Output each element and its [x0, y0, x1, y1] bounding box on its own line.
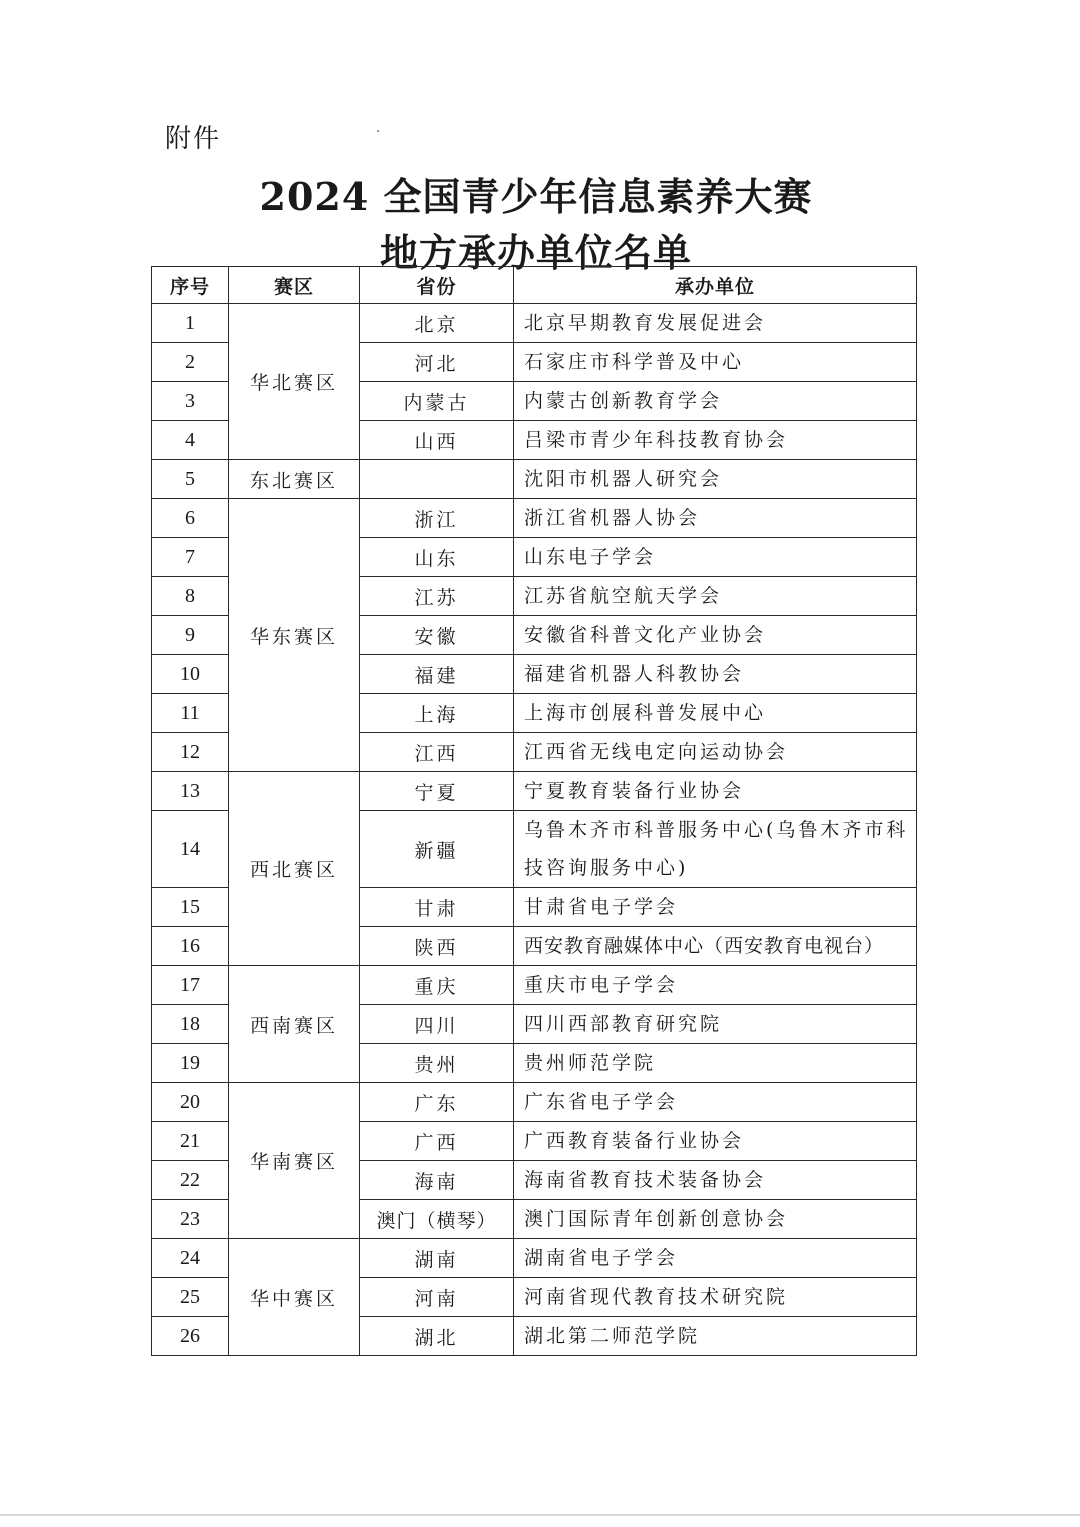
organizer-table	[151, 266, 917, 1356]
organizer-cell: 江西省无线电定向运动协会	[514, 733, 917, 772]
organizer-cell: 乌鲁木齐市科普服务中心(乌鲁木齐市科技咨询服务中心)	[514, 811, 917, 888]
organizer-cell: 湖北第二师范学院	[514, 1317, 917, 1356]
scan-edge-line	[0, 1514, 1080, 1516]
organizer-cell: 石家庄市科学普及中心	[514, 343, 917, 382]
organizer-cell: 贵州师范学院	[514, 1044, 917, 1083]
table-row	[152, 966, 917, 1005]
organizer-cell: 上海市创展科普发展中心	[514, 694, 917, 733]
province-cell: 海南	[360, 1161, 514, 1200]
province-cell: 贵州	[360, 1044, 514, 1083]
organizer-cell: 内蒙古创新教育学会	[514, 382, 917, 421]
row-no: 25	[152, 1278, 229, 1317]
table-header-row	[152, 267, 917, 304]
province-cell: 湖北	[360, 1317, 514, 1356]
province-cell: 广东	[360, 1083, 514, 1122]
row-no: 8	[152, 577, 229, 616]
row-no: 22	[152, 1161, 229, 1200]
province-cell: 北京	[360, 304, 514, 343]
row-no: 6	[152, 499, 229, 538]
row-no: 21	[152, 1122, 229, 1161]
table-row	[152, 772, 917, 811]
row-no: 10	[152, 655, 229, 694]
table-row	[152, 1239, 917, 1278]
table-row	[152, 304, 917, 343]
province-cell: 四川	[360, 1005, 514, 1044]
province-cell: 河北	[360, 343, 514, 382]
row-no: 1	[152, 304, 229, 343]
province-cell: 河南	[360, 1278, 514, 1317]
region-cell: 西南赛区	[229, 966, 360, 1083]
province-cell: 陕西	[360, 927, 514, 966]
row-no: 23	[152, 1200, 229, 1239]
organizer-cell: 浙江省机器人协会	[514, 499, 917, 538]
province-cell: 福建	[360, 655, 514, 694]
row-no: 5	[152, 460, 229, 499]
row-no: 17	[152, 966, 229, 1005]
header-region: 赛区	[229, 267, 360, 304]
row-no: 20	[152, 1083, 229, 1122]
organizer-cell: 宁夏教育装备行业协会	[514, 772, 917, 811]
province-cell: 山东	[360, 538, 514, 577]
province-cell: 内蒙古	[360, 382, 514, 421]
document-title-line1: 2024 全国青少年信息素养大赛	[259, 174, 813, 219]
region-cell: 东北赛区	[229, 460, 360, 499]
document-title-line2: 地方承办单位名单	[379, 230, 692, 275]
header-organizer: 承办单位	[514, 267, 917, 304]
row-no: 24	[152, 1239, 229, 1278]
organizer-cell: 福建省机器人科教协会	[514, 655, 917, 694]
organizer-cell: 海南省教育技术装备协会	[514, 1161, 917, 1200]
row-no: 19	[152, 1044, 229, 1083]
row-no: 18	[152, 1005, 229, 1044]
organizer-cell: 澳门国际青年创新创意协会	[514, 1200, 917, 1239]
province-cell: 江西	[360, 733, 514, 772]
organizer-cell: 广西教育装备行业协会	[514, 1122, 917, 1161]
region-cell: 西北赛区	[229, 772, 360, 966]
row-no: 4	[152, 421, 229, 460]
province-cell: 新疆	[360, 811, 514, 888]
attachment-label: 附件	[165, 124, 222, 154]
organizer-cell: 广东省电子学会	[514, 1083, 917, 1122]
row-no: 15	[152, 888, 229, 927]
province-cell: 安徽	[360, 616, 514, 655]
organizer-cell: 甘肃省电子学会	[514, 888, 917, 927]
province-cell: 浙江	[360, 499, 514, 538]
scan-speck	[377, 130, 379, 132]
table-row	[152, 460, 917, 499]
organizer-cell: 北京早期教育发展促进会	[514, 304, 917, 343]
region-cell: 华东赛区	[229, 499, 360, 772]
row-no: 3	[152, 382, 229, 421]
row-no: 9	[152, 616, 229, 655]
organizer-cell: 河南省现代教育技术研究院	[514, 1278, 917, 1317]
organizer-cell: 安徽省科普文化产业协会	[514, 616, 917, 655]
row-no: 13	[152, 772, 229, 811]
organizer-cell: 湖南省电子学会	[514, 1239, 917, 1278]
row-no: 14	[152, 811, 229, 888]
region-cell: 华中赛区	[229, 1239, 360, 1356]
province-cell: 澳门（横琴）	[360, 1200, 514, 1239]
organizer-cell: 四川西部教育研究院	[514, 1005, 917, 1044]
header-no: 序号	[152, 267, 229, 304]
row-no: 26	[152, 1317, 229, 1356]
row-no: 7	[152, 538, 229, 577]
province-cell	[360, 460, 514, 499]
organizer-cell: 沈阳市机器人研究会	[514, 460, 917, 499]
table-row	[152, 499, 917, 538]
province-cell: 重庆	[360, 966, 514, 1005]
header-province: 省份	[360, 267, 514, 304]
region-cell: 华南赛区	[229, 1083, 360, 1239]
organizer-cell: 西安教育融媒体中心（西安教育电视台）	[514, 927, 917, 966]
row-no: 12	[152, 733, 229, 772]
row-no: 2	[152, 343, 229, 382]
region-cell: 华北赛区	[229, 304, 360, 460]
organizer-cell: 江苏省航空航天学会	[514, 577, 917, 616]
table-row	[152, 1083, 917, 1122]
organizer-cell: 山东电子学会	[514, 538, 917, 577]
province-cell: 宁夏	[360, 772, 514, 811]
organizer-cell: 吕梁市青少年科技教育协会	[514, 421, 917, 460]
province-cell: 江苏	[360, 577, 514, 616]
province-cell: 湖南	[360, 1239, 514, 1278]
organizer-cell: 重庆市电子学会	[514, 966, 917, 1005]
province-cell: 上海	[360, 694, 514, 733]
row-no: 11	[152, 694, 229, 733]
province-cell: 山西	[360, 421, 514, 460]
row-no: 16	[152, 927, 229, 966]
province-cell: 甘肃	[360, 888, 514, 927]
province-cell: 广西	[360, 1122, 514, 1161]
